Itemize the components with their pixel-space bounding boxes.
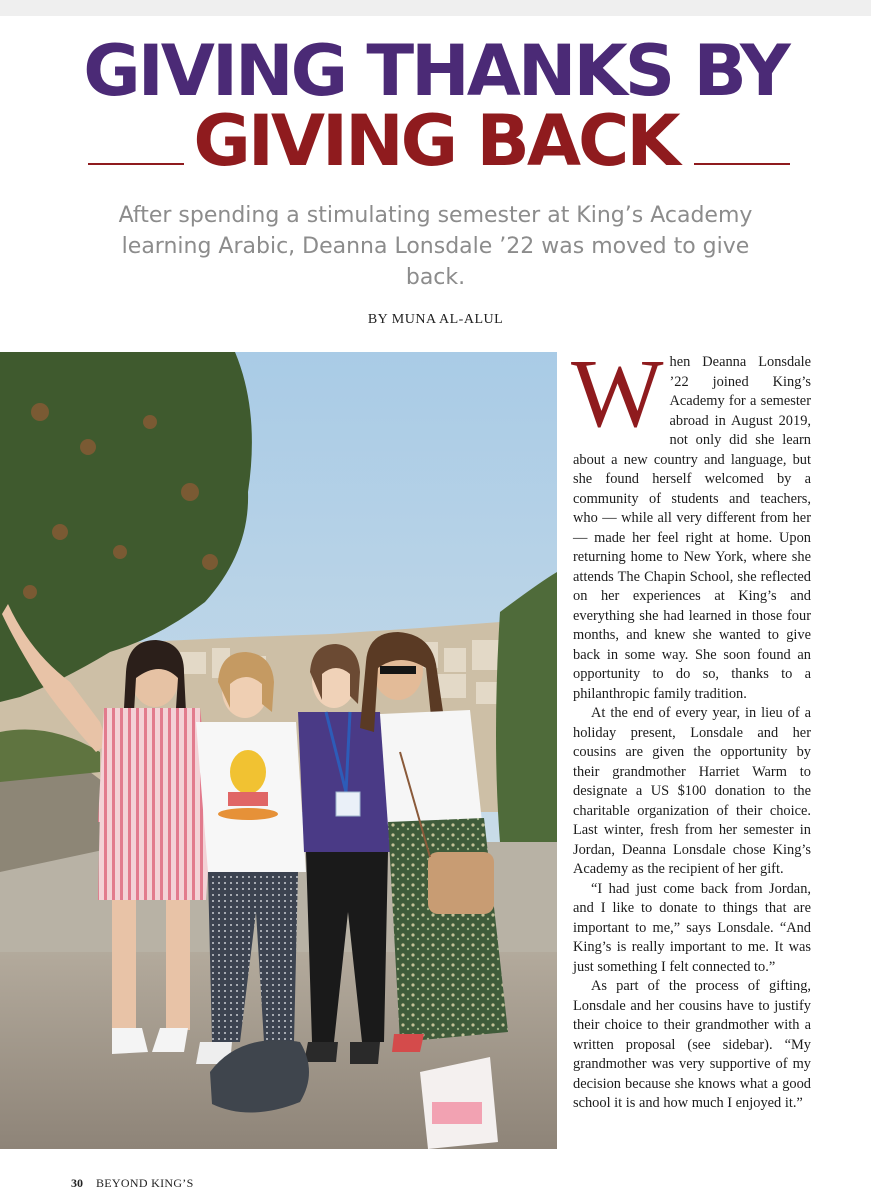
article-paragraph-1	[571, 340, 811, 704]
article-paragraph-4: As part of the process of gifting, Lonsdale and her cousins have to justify their choice to their grandmother with a written proposal (see sidebar). “My grandmother was very supportive of my decision because she knows what a good school it is and how much I enjoyed it.”	[573, 978, 811, 1111]
top-margin	[0, 0, 871, 16]
article-body	[571, 340, 811, 1114]
page-footer	[71, 1176, 194, 1191]
article-deck: After spending a stimulating semester at King’s Academy learning Arabic, Deanna Lonsdale ’22 was moved to give back.	[118, 203, 753, 290]
article-photo	[0, 352, 557, 1149]
byline: BY MUNA AL-ALUL	[367, 312, 504, 327]
headline-rule-left	[88, 163, 184, 165]
article-paragraph-3: “I had just come back from Jordan, and I like to donate to things that are important to me,” says Lonsdale. “And King’s is really important to me. It was just something I felt connected to.”	[573, 880, 811, 975]
page-number: 30	[71, 1176, 83, 1190]
headline-rule-right	[694, 163, 790, 165]
paragraph-1-text: hen Deanna Lonsdale ’22 joined King’s Academy for a semester abroad in August 2019, not only did she learn about a new country and language, but she found herself welcomed by a community of students and teachers, who — while all very different from her — made her feel right at home. Upon returning home to New York, where she attends The Chapin School, she reflected on her experiences at King’s and everything she had learned in those four months, and knew she wanted to give back in some way. She soon found an opportunity to do so, thanks to a philanthropic family tradition.	[573, 354, 811, 702]
publication-name: BEYOND KING’S	[96, 1176, 194, 1190]
headline-line-1: GIVING THANKS BY	[83, 30, 788, 112]
headline-line-2: GIVING BACK	[193, 100, 678, 182]
article-paragraph-2: At the end of every year, in lieu of a holiday present, Lonsdale and her cousins are given the opportunity by their grandmother Harriet Warm to designate a US $100 donation to the charitable organization of their choice. Last winter, fresh from her semester in Jordan, Deanna Lonsdale chose King’s Academy as the recipient of her gift.	[573, 705, 811, 877]
drop-cap: W	[571, 340, 664, 448]
